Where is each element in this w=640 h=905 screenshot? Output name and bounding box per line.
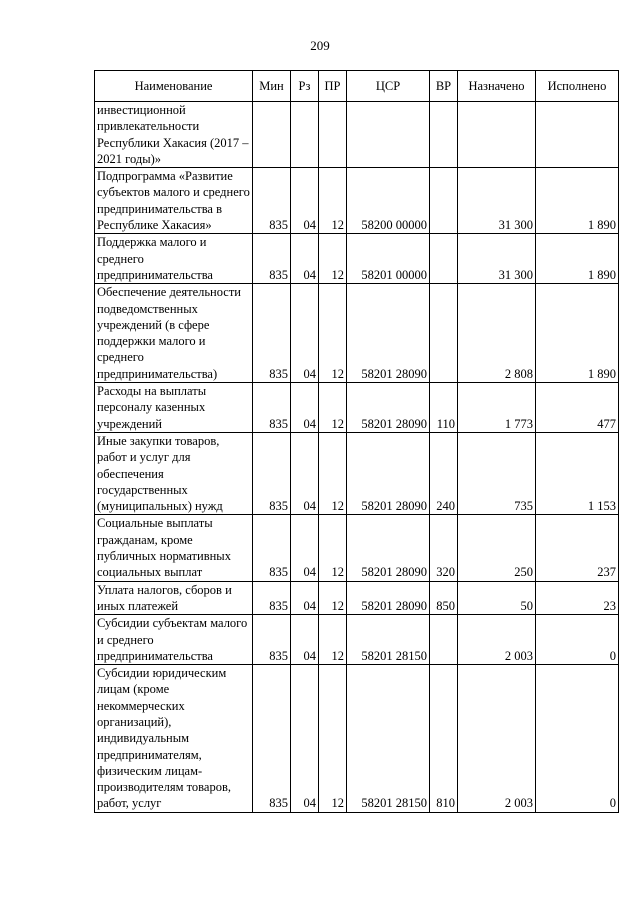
row-min: 835 xyxy=(253,615,291,665)
row-name: Подпрограмма «Развитие субъектов малого и среднего предпринимательства в Республике Хакасия» xyxy=(95,168,253,234)
row-min: 835 xyxy=(253,168,291,234)
row-vr xyxy=(430,102,458,168)
row-csr: 58201 28090 xyxy=(347,284,430,383)
row-rz: 04 xyxy=(291,284,319,383)
table-row xyxy=(95,581,619,615)
row-csr: 58201 28090 xyxy=(347,515,430,581)
header-name: Наименование xyxy=(95,71,253,102)
row-vr: 110 xyxy=(430,383,458,433)
row-assigned: 1 773 xyxy=(458,383,536,433)
row-executed: 1 890 xyxy=(536,168,619,234)
row-executed: 1 890 xyxy=(536,284,619,383)
row-csr: 58201 28090 xyxy=(347,581,430,615)
row-min: 835 xyxy=(253,581,291,615)
row-vr xyxy=(430,168,458,234)
row-pr: 12 xyxy=(319,432,347,514)
row-csr: 58201 28090 xyxy=(347,432,430,514)
row-executed: 1 890 xyxy=(536,234,619,284)
row-name: Субсидии юридическим лицам (кроме некоммерческих организаций), индивидуальным предпринимателям, физическим лицам-производителям товаров, работ, услуг xyxy=(95,665,253,813)
budget-table xyxy=(94,70,619,813)
row-csr xyxy=(347,102,430,168)
row-rz: 04 xyxy=(291,383,319,433)
table-row xyxy=(95,432,619,514)
row-executed: 0 xyxy=(536,615,619,665)
row-vr xyxy=(430,284,458,383)
row-min: 835 xyxy=(253,432,291,514)
row-vr: 850 xyxy=(430,581,458,615)
row-executed: 477 xyxy=(536,383,619,433)
row-executed: 23 xyxy=(536,581,619,615)
table-row xyxy=(95,615,619,665)
row-vr: 240 xyxy=(430,432,458,514)
row-pr: 12 xyxy=(319,615,347,665)
row-name: инвестиционной привлекательности Республики Хакасия (2017 – 2021 годы)» xyxy=(95,102,253,168)
row-vr xyxy=(430,615,458,665)
row-rz: 04 xyxy=(291,615,319,665)
row-min: 835 xyxy=(253,284,291,383)
table-row xyxy=(95,383,619,433)
row-csr: 58200 00000 xyxy=(347,168,430,234)
table-row xyxy=(95,102,619,168)
row-csr: 58201 28090 xyxy=(347,383,430,433)
row-pr: 12 xyxy=(319,383,347,433)
row-executed: 1 153 xyxy=(536,432,619,514)
row-rz: 04 xyxy=(291,432,319,514)
row-name: Иные закупки товаров, работ и услуг для обеспечения государственных (муниципальных) нужд xyxy=(95,432,253,514)
row-pr: 12 xyxy=(319,665,347,813)
table-row xyxy=(95,168,619,234)
table-row xyxy=(95,284,619,383)
row-csr: 58201 28150 xyxy=(347,615,430,665)
row-name: Расходы на выплаты персоналу казенных учреждений xyxy=(95,383,253,433)
row-name: Поддержка малого и среднего предпринимательства xyxy=(95,234,253,284)
row-vr: 810 xyxy=(430,665,458,813)
row-executed xyxy=(536,102,619,168)
row-rz: 04 xyxy=(291,234,319,284)
row-name: Субсидии субъектам малого и среднего предпринимательства xyxy=(95,615,253,665)
row-assigned: 31 300 xyxy=(458,234,536,284)
table-row xyxy=(95,515,619,581)
row-assigned: 2 003 xyxy=(458,665,536,813)
row-name: Обеспечение деятельности подведомственных учреждений (в сфере поддержки малого и среднего предпринимательства) xyxy=(95,284,253,383)
row-assigned: 2 808 xyxy=(458,284,536,383)
row-assigned xyxy=(458,102,536,168)
row-pr xyxy=(319,102,347,168)
row-name: Социальные выплаты гражданам, кроме публичных нормативных социальных выплат xyxy=(95,515,253,581)
row-assigned: 735 xyxy=(458,432,536,514)
row-name: Уплата налогов, сборов и иных платежей xyxy=(95,581,253,615)
page-number: 209 xyxy=(310,38,330,53)
row-pr: 12 xyxy=(319,284,347,383)
header-pr: ПР xyxy=(319,71,347,102)
row-rz xyxy=(291,102,319,168)
row-min: 835 xyxy=(253,515,291,581)
row-assigned: 50 xyxy=(458,581,536,615)
row-min: 835 xyxy=(253,665,291,813)
row-executed: 0 xyxy=(536,665,619,813)
row-rz: 04 xyxy=(291,581,319,615)
table-row xyxy=(95,234,619,284)
row-pr: 12 xyxy=(319,515,347,581)
header-min: Мин xyxy=(253,71,291,102)
row-assigned: 2 003 xyxy=(458,615,536,665)
row-executed: 237 xyxy=(536,515,619,581)
row-pr: 12 xyxy=(319,234,347,284)
header-csr: ЦСР xyxy=(347,71,430,102)
row-min: 835 xyxy=(253,383,291,433)
row-vr: 320 xyxy=(430,515,458,581)
row-vr xyxy=(430,234,458,284)
row-min: 835 xyxy=(253,234,291,284)
row-rz: 04 xyxy=(291,168,319,234)
header-executed: Исполнено xyxy=(536,71,619,102)
header-vr: ВР xyxy=(430,71,458,102)
row-pr: 12 xyxy=(319,581,347,615)
header-assigned: Назначено xyxy=(458,71,536,102)
row-assigned: 250 xyxy=(458,515,536,581)
row-rz: 04 xyxy=(291,665,319,813)
row-csr: 58201 28150 xyxy=(347,665,430,813)
row-rz: 04 xyxy=(291,515,319,581)
row-min xyxy=(253,102,291,168)
row-pr: 12 xyxy=(319,168,347,234)
table-row xyxy=(95,665,619,813)
table-header-row xyxy=(95,71,619,102)
row-assigned: 31 300 xyxy=(458,168,536,234)
header-rz: Рз xyxy=(291,71,319,102)
row-csr: 58201 00000 xyxy=(347,234,430,284)
